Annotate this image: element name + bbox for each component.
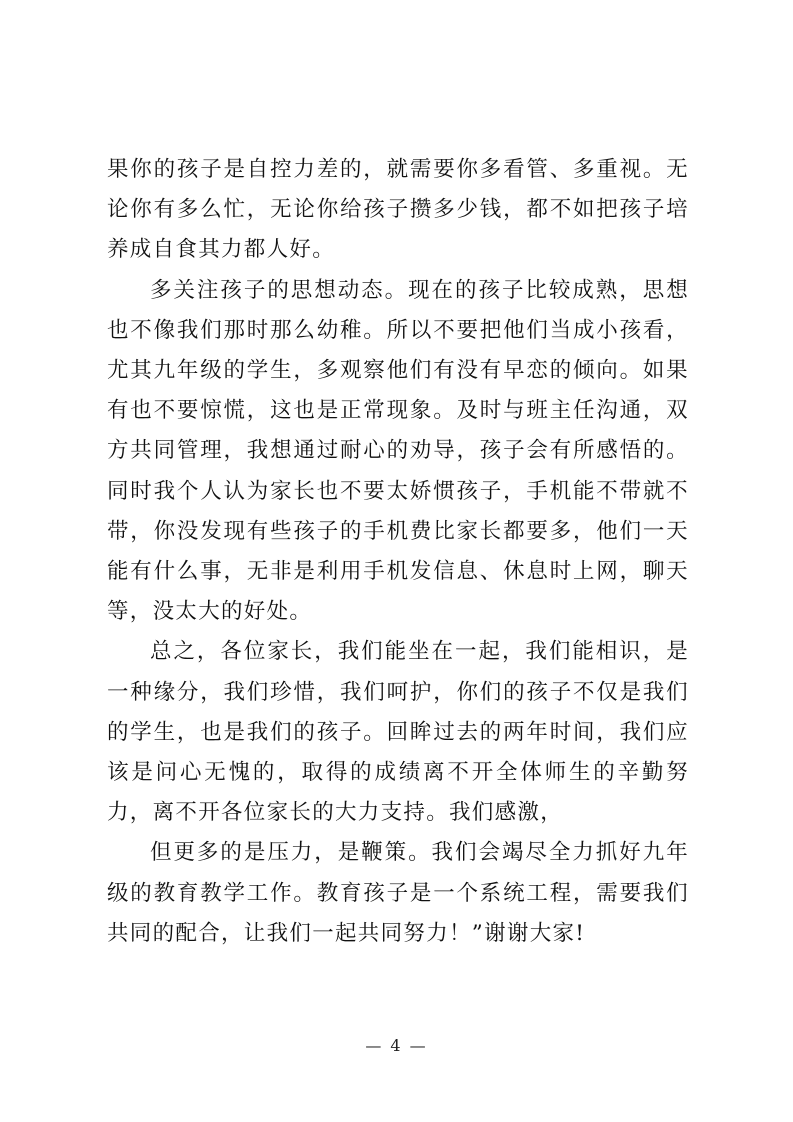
page-number: — 4 —	[365, 1036, 428, 1055]
paragraph-1: 果你的孩子是自控力差的，就需要你多看管、多重视。无论你有多么忙，无论你给孩子攒多少钱，都不如把孩子培养成自食其力都人好。	[107, 157, 689, 263]
paragraph-4: 但更多的是压力，是鞭策。我们会竭尽全力抓好九年级的教育教学工作。教育孩子是一个系统工程，需要我们共同的配合，让我们一起共同努力！”谢谢大家!	[107, 840, 689, 946]
paragraph-3: 总之，各位家长，我们能坐在一起，我们能相识，是一种缘分，我们珍惜，我们呵护，你们的孩子不仅是我们的学生，也是我们的孩子。回眸过去的两年时间，我们应该是问心无愧的，取得的成绩离不开全体师生的辛勤努力，离不开各位家长的大力支持。我们感激，	[107, 639, 689, 826]
paragraph-2: 多关注孩子的思想动态。现在的孩子比较成熟，思想也不像我们那时那么幼稚。所以不要把他们当成小孩看，尤其九年级的学生，多观察他们有没有早恋的倾向。如果有也不要惊慌，这也是正常现象。及时与班主任沟通，双方共同管理，我想通过耐心的劝导，孩子会有所感悟的。同时我个人认为家长也不要太娇惯孩子，手机能不带就不带，你没发现有些孩子的手机费比家长都要多，他们一天能有什么事，无非是利用手机发信息、休息时上网，聊天等，没太大的好处。	[107, 277, 689, 625]
body-text	[107, 150, 689, 954]
